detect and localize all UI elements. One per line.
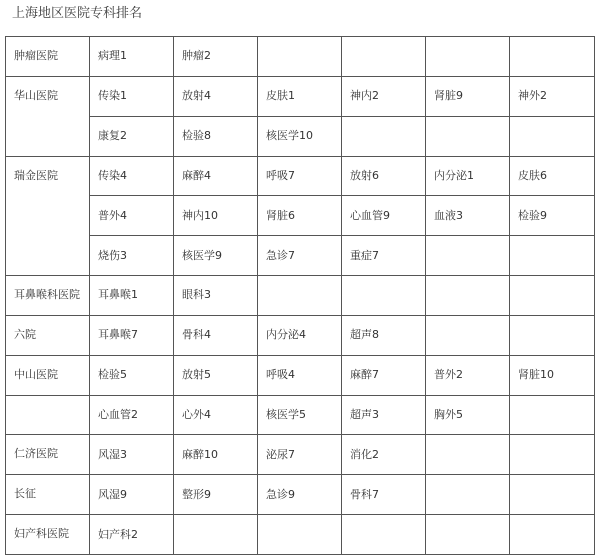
specialty-rank-cell: 肾脏6 <box>258 196 342 236</box>
specialty-rank-cell: 呼吸4 <box>258 355 342 395</box>
table-row <box>6 37 595 77</box>
specialty-rank-cell: 骨科7 <box>342 475 426 515</box>
table-row <box>6 116 595 156</box>
specialty-rank-cell: 骨科4 <box>174 315 258 355</box>
specialty-rank-cell: 检验8 <box>174 116 258 156</box>
hospital-name-cell: 耳鼻喉科医院 <box>6 276 90 316</box>
specialty-rank-cell <box>510 435 595 475</box>
specialty-rank-cell <box>426 276 510 316</box>
specialty-ranking-table <box>5 36 595 555</box>
specialty-rank-cell <box>510 315 595 355</box>
specialty-rank-cell: 内分泌4 <box>258 315 342 355</box>
specialty-rank-cell <box>174 515 258 555</box>
specialty-rank-cell: 肾脏9 <box>426 76 510 116</box>
hospital-name-cell: 仁济医院 <box>6 435 90 475</box>
specialty-rank-cell <box>426 515 510 555</box>
table-row <box>6 475 595 515</box>
specialty-rank-cell <box>342 276 426 316</box>
specialty-rank-cell: 放射4 <box>174 76 258 116</box>
specialty-rank-cell <box>510 116 595 156</box>
specialty-rank-cell <box>258 276 342 316</box>
specialty-rank-cell: 核医学9 <box>174 236 258 276</box>
specialty-rank-cell: 眼科3 <box>174 276 258 316</box>
hospital-name-cell <box>6 395 90 435</box>
specialty-rank-cell: 麻醉7 <box>342 355 426 395</box>
table-row <box>6 236 595 276</box>
specialty-rank-cell <box>510 37 595 77</box>
specialty-rank-cell: 超声3 <box>342 395 426 435</box>
specialty-rank-cell: 妇产科2 <box>90 515 174 555</box>
specialty-rank-cell: 内分泌1 <box>426 156 510 196</box>
specialty-rank-cell: 传染4 <box>90 156 174 196</box>
specialty-rank-cell: 整形9 <box>174 475 258 515</box>
ranking-table-body <box>6 37 595 555</box>
specialty-rank-cell <box>510 236 595 276</box>
specialty-rank-cell: 检验9 <box>510 196 595 236</box>
specialty-rank-cell <box>426 475 510 515</box>
table-row <box>6 276 595 316</box>
specialty-rank-cell: 心血管9 <box>342 196 426 236</box>
specialty-rank-cell: 放射5 <box>174 355 258 395</box>
specialty-rank-cell: 心血管2 <box>90 395 174 435</box>
specialty-rank-cell: 传染1 <box>90 76 174 116</box>
specialty-rank-cell <box>510 276 595 316</box>
hospital-name-cell: 瑞金医院 <box>6 156 90 276</box>
specialty-rank-cell: 呼吸7 <box>258 156 342 196</box>
specialty-rank-cell <box>258 515 342 555</box>
specialty-rank-cell <box>342 515 426 555</box>
specialty-rank-cell <box>342 37 426 77</box>
specialty-rank-cell: 肾脏10 <box>510 355 595 395</box>
hospital-name-cell: 长征 <box>6 475 90 515</box>
specialty-rank-cell: 麻醉4 <box>174 156 258 196</box>
specialty-rank-cell: 烧伤3 <box>90 236 174 276</box>
hospital-name-cell: 肿瘤医院 <box>6 37 90 77</box>
specialty-rank-cell: 风湿3 <box>90 435 174 475</box>
specialty-rank-cell: 病理1 <box>90 37 174 77</box>
specialty-rank-cell <box>426 236 510 276</box>
specialty-rank-cell <box>426 435 510 475</box>
table-row <box>6 435 595 475</box>
table-row <box>6 76 595 116</box>
specialty-rank-cell: 皮肤6 <box>510 156 595 196</box>
specialty-rank-cell: 风湿9 <box>90 475 174 515</box>
table-row <box>6 315 595 355</box>
specialty-rank-cell: 放射6 <box>342 156 426 196</box>
specialty-rank-cell: 皮肤1 <box>258 76 342 116</box>
hospital-name-cell: 妇产科医院 <box>6 515 90 555</box>
table-row <box>6 515 595 555</box>
table-row <box>6 156 595 196</box>
specialty-rank-cell: 神内2 <box>342 76 426 116</box>
table-row <box>6 196 595 236</box>
specialty-rank-cell: 耳鼻喉1 <box>90 276 174 316</box>
specialty-rank-cell: 超声8 <box>342 315 426 355</box>
specialty-rank-cell: 心外4 <box>174 395 258 435</box>
specialty-rank-cell: 普外2 <box>426 355 510 395</box>
hospital-name-cell: 中山医院 <box>6 355 90 395</box>
specialty-rank-cell: 神内10 <box>174 196 258 236</box>
hospital-name-cell: 六院 <box>6 315 90 355</box>
specialty-rank-cell: 肿瘤2 <box>174 37 258 77</box>
specialty-rank-cell <box>426 315 510 355</box>
specialty-rank-cell: 康复2 <box>90 116 174 156</box>
specialty-rank-cell <box>510 395 595 435</box>
specialty-rank-cell <box>510 515 595 555</box>
table-row <box>6 355 595 395</box>
specialty-rank-cell <box>258 37 342 77</box>
specialty-rank-cell <box>510 475 595 515</box>
specialty-rank-cell: 检验5 <box>90 355 174 395</box>
specialty-rank-cell: 麻醉10 <box>174 435 258 475</box>
table-row <box>6 395 595 435</box>
specialty-rank-cell: 核医学5 <box>258 395 342 435</box>
specialty-rank-cell: 急诊9 <box>258 475 342 515</box>
specialty-rank-cell <box>426 37 510 77</box>
specialty-rank-cell: 普外4 <box>90 196 174 236</box>
specialty-rank-cell <box>426 116 510 156</box>
specialty-rank-cell: 血液3 <box>426 196 510 236</box>
specialty-rank-cell: 胸外5 <box>426 395 510 435</box>
specialty-rank-cell <box>342 116 426 156</box>
specialty-rank-cell: 重症7 <box>342 236 426 276</box>
specialty-rank-cell: 消化2 <box>342 435 426 475</box>
specialty-rank-cell: 神外2 <box>510 76 595 116</box>
hospital-name-cell: 华山医院 <box>6 76 90 156</box>
specialty-rank-cell: 急诊7 <box>258 236 342 276</box>
specialty-rank-cell: 耳鼻喉7 <box>90 315 174 355</box>
page-title: 上海地区医院专科排名 <box>12 6 143 21</box>
specialty-rank-cell: 核医学10 <box>258 116 342 156</box>
specialty-rank-cell: 泌尿7 <box>258 435 342 475</box>
